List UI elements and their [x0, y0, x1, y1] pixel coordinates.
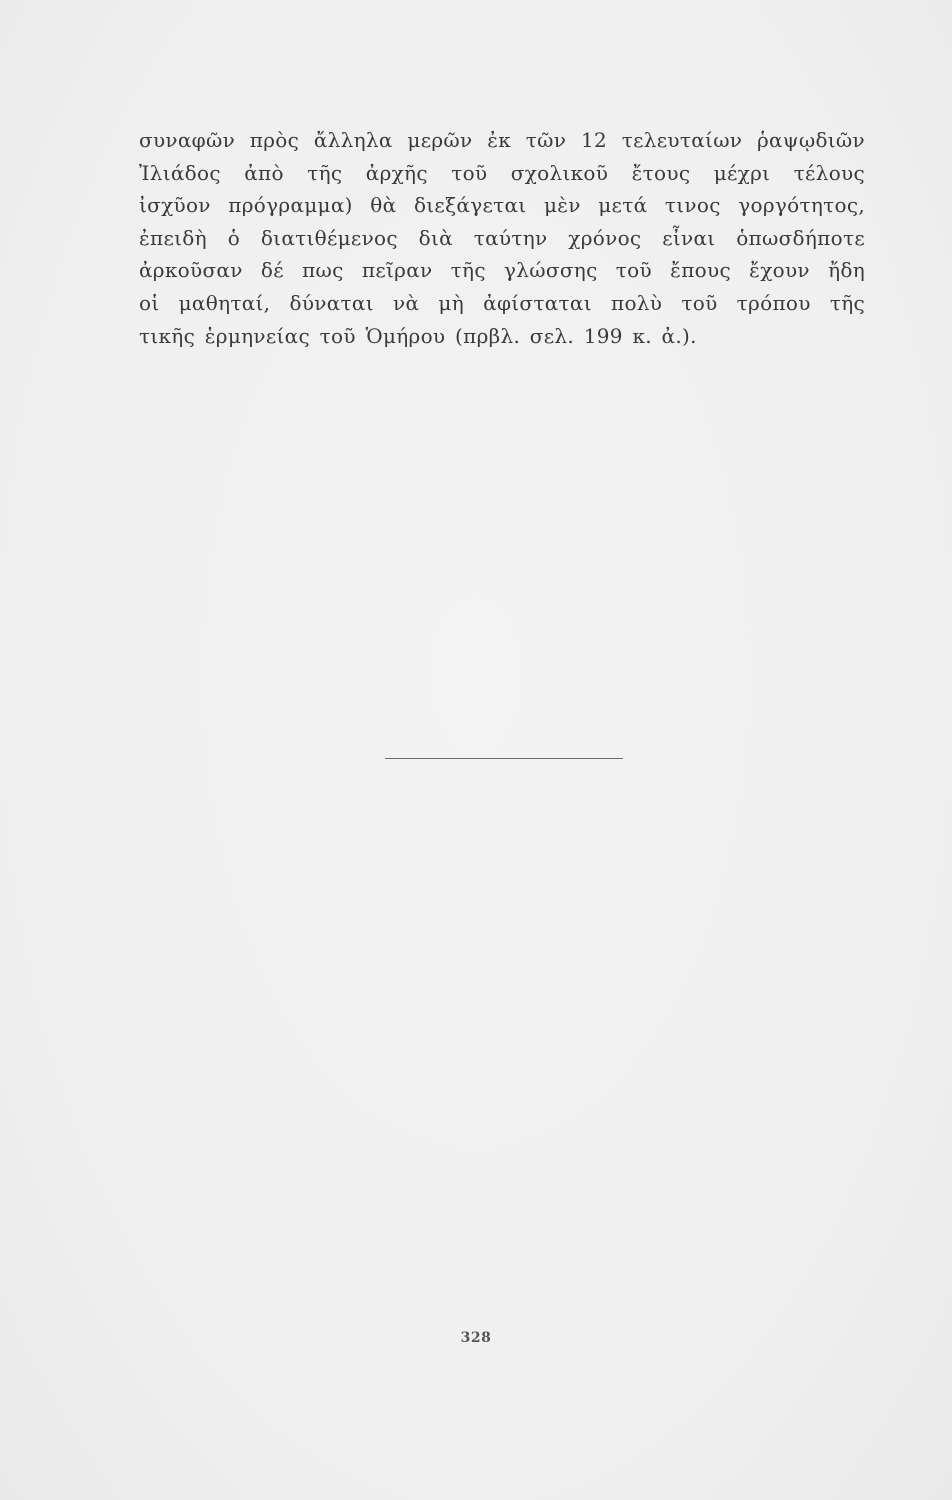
text-line-4: ἐπειδὴ ὁ διατιθέμενος διὰ ταύτην χρόνος εἶναι ὁπωσδήποτε	[139, 225, 865, 250]
text-line-6: οἱ μαθηταί, δύναται νὰ μὴ ἀφίσταται πολὺ τοῦ τρόπου τῆς	[139, 290, 865, 315]
text-line-7: τικῆς ἑρμηνείας τοῦ Ὁμήρου (πρβλ. σελ. 199 κ. ἀ.).	[139, 323, 697, 348]
text-line-3: ἰσχῦον πρόγραμμα) θὰ διεξάγεται μὲν μετά τινος γοργότητος,	[139, 193, 865, 218]
text-line-1: συναφῶν πρὸς ἄλληλα μερῶν ἐκ τῶν 12 τελευταίων ῥαψῳδιῶν	[139, 128, 865, 152]
text-line-2: Ἰλιάδος ἀπὸ τῆς ἀρχῆς τοῦ σχολικοῦ ἔτους μέχρι τέλους	[139, 160, 865, 185]
section-divider	[385, 758, 623, 759]
body-paragraph	[139, 124, 865, 352]
text-line-5: ἀρκοῦσαν δέ πως πεῖραν τῆς γλώσσης τοῦ ἔπους ἔχουν ἤδη	[139, 258, 865, 283]
page-number: 328	[460, 1330, 492, 1346]
